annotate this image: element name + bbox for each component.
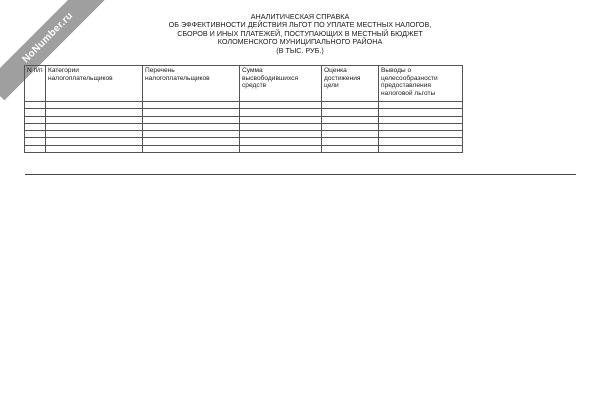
title-line: АНАЛИТИЧЕСКАЯ СПРАВКА [250, 12, 350, 21]
table-cell [379, 138, 463, 145]
table-cell [25, 138, 46, 145]
table-cell [240, 116, 322, 123]
table-cell [240, 145, 322, 152]
document-title [150, 13, 450, 55]
table-cell [322, 138, 379, 145]
column-header-goal-assessment: Оценка достижения цели [322, 66, 379, 102]
table-cell [143, 109, 240, 116]
watermark: NoNumber.ru [0, 0, 110, 100]
table-cell [379, 109, 463, 116]
report-table [24, 65, 463, 153]
table-cell [25, 131, 46, 138]
table-cell [46, 109, 143, 116]
table-row [25, 145, 463, 152]
table-cell [25, 102, 46, 109]
table-cell [240, 109, 322, 116]
table-cell [322, 109, 379, 116]
table-cell [46, 138, 143, 145]
table-cell [143, 145, 240, 152]
table-body [25, 102, 463, 153]
table-cell [379, 116, 463, 123]
title-line: КОЛОМЕНСКОГО МУНИЦИПАЛЬНОГО РАЙОНА [217, 37, 383, 47]
horizontal-rule [25, 174, 576, 175]
table-cell [379, 131, 463, 138]
table-cell [322, 116, 379, 123]
table-row [25, 123, 463, 130]
table-cell [322, 131, 379, 138]
table-cell [379, 123, 463, 130]
table-row [25, 116, 463, 123]
table-cell [25, 145, 46, 152]
table-header-row [25, 66, 463, 102]
table-cell [25, 116, 46, 123]
table-cell [46, 116, 143, 123]
table-cell [379, 145, 463, 152]
table-cell [322, 145, 379, 152]
column-header-taxpayer-list: Перечень налогоплательщиков [143, 66, 240, 102]
table-cell [25, 123, 46, 130]
column-header-categories: Категории налогоплательщиков [46, 66, 143, 102]
table-cell [143, 116, 240, 123]
table-cell [46, 131, 143, 138]
table-cell [143, 131, 240, 138]
column-header-released-funds: Сумма высвободившихся средств [240, 66, 322, 102]
table-cell [143, 138, 240, 145]
table-cell [240, 138, 322, 145]
column-header-number: N п/п [25, 66, 46, 102]
table-cell [143, 102, 240, 109]
table-row [25, 131, 463, 138]
title-line: СБОРОВ И ИНЫХ ПЛАТЕЖЕЙ, ПОСТУПАЮЩИХ В МЕСТНЫЙ БЮДЖЕТ [177, 28, 423, 38]
table-cell [240, 131, 322, 138]
table-cell [322, 102, 379, 109]
column-header-conclusions: Выводы о целесообразности предоставления налоговой льготы [379, 66, 463, 102]
title-line: (В ТЫС. РУБ.) [276, 45, 324, 55]
table-cell [379, 102, 463, 109]
table-cell [143, 123, 240, 130]
table-cell [46, 102, 143, 109]
table-row [25, 138, 463, 145]
table-row [25, 102, 463, 109]
table-cell [46, 123, 143, 130]
title-line: ОБ ЭФФЕКТИВНОСТИ ДЕЙСТВИЯ ЛЬГОТ ПО УПЛАТЕ МЕСТНЫХ НАЛОГОВ, [168, 20, 432, 30]
table-cell [46, 145, 143, 152]
table-cell [240, 123, 322, 130]
table-cell [25, 109, 46, 116]
table-cell [240, 102, 322, 109]
table-row [25, 109, 463, 116]
table-cell [322, 123, 379, 130]
